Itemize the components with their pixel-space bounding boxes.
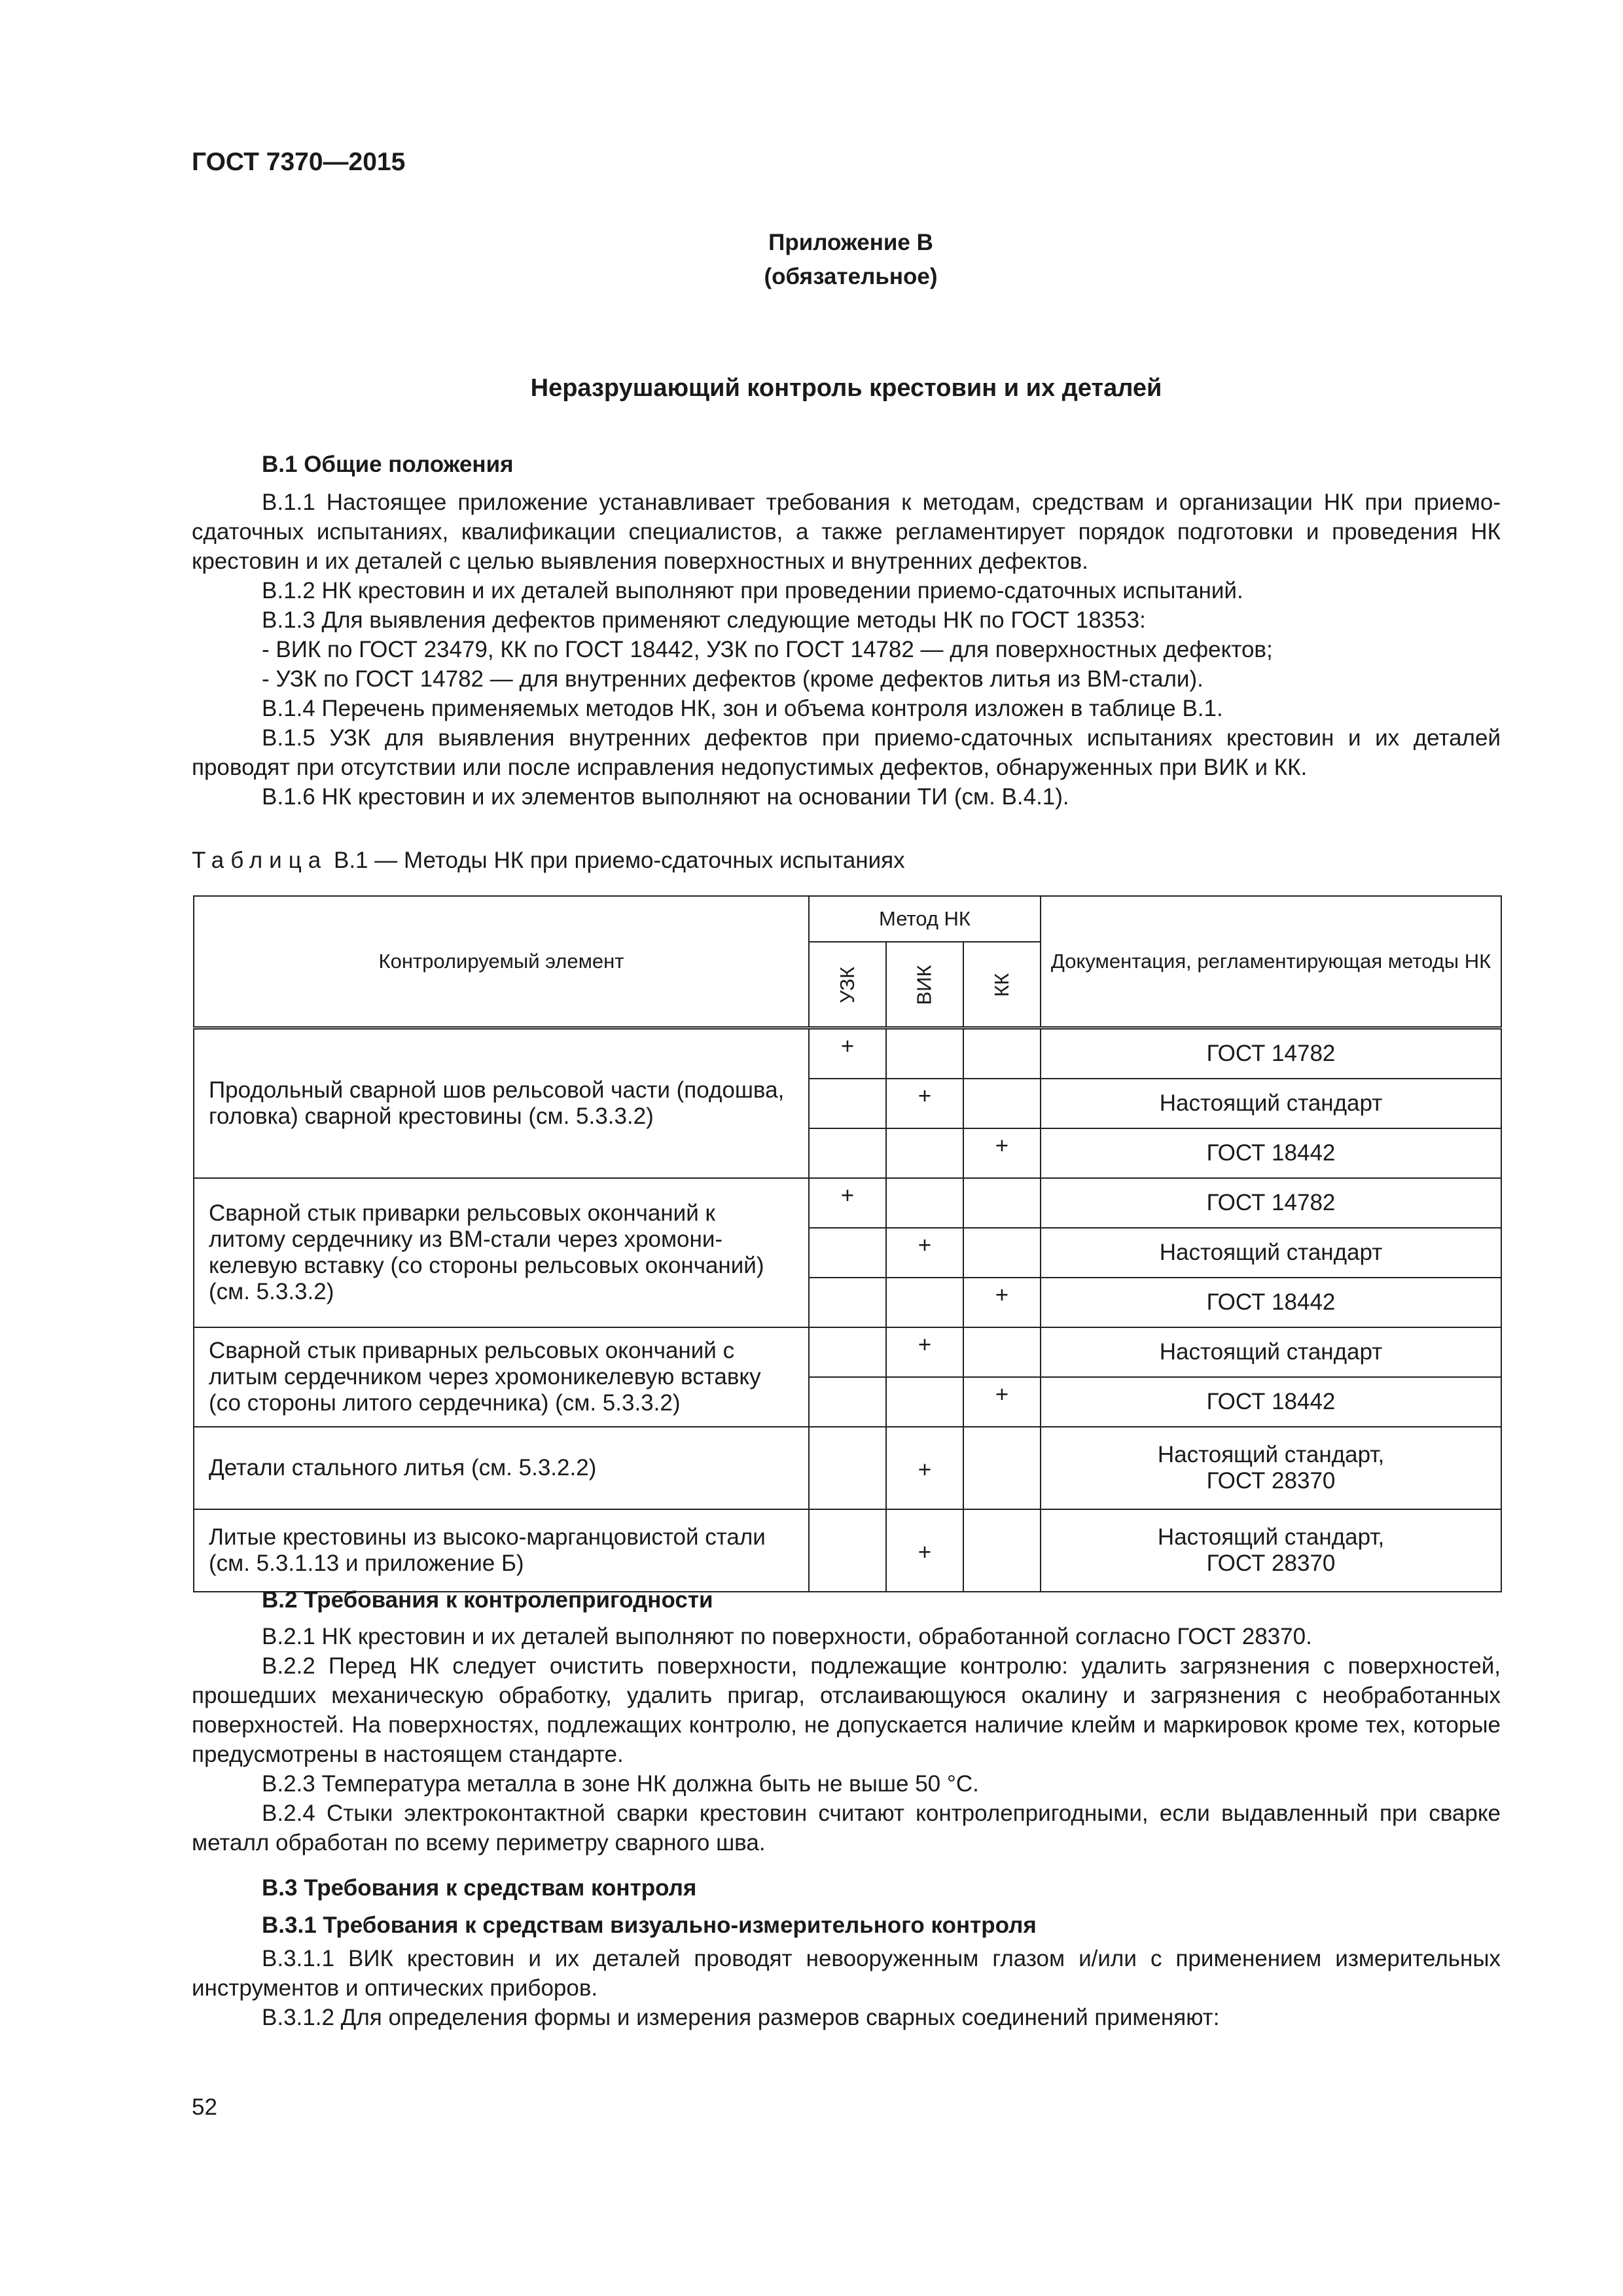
paragraph-b1-2: В.1.2 НК крестовин и их деталей выполняют при проведении приемо-сдаточных испытаний. [262, 578, 1243, 603]
table-row [194, 1327, 1501, 1377]
doc-cell [1041, 1427, 1501, 1509]
header-uzk: УЗК [809, 942, 886, 1028]
mark-kk: + [963, 1377, 1041, 1427]
doc-line: Настоящий стандарт, [1157, 1442, 1385, 1467]
appendix-status: (обязательное) [764, 264, 938, 289]
mark-vik: + [886, 1427, 963, 1509]
element-cell: Литые крестовины из высоко-марганцовистой стали (см. 5.3.1.13 и приложение Б) [194, 1509, 809, 1592]
section-b1-heading: В.1 Общие положения [262, 452, 514, 477]
table-caption-word: Таблица [192, 848, 328, 873]
standard-header: ГОСТ 7370—2015 [192, 148, 406, 176]
table-row [194, 1028, 1501, 1079]
element-cell: Сварной стык приварки рельсовых окончаний к литому сердечнику из ВМ-стали через хромони-келевую вставку (со стороны рельсовых окончаний) (см. 5.3.3.2) [194, 1178, 809, 1327]
paragraph-b2-2: В.2.2 Перед НК следует очистить поверхности, подлежащие контролю: удалить загрязнения с поверхностей, прошедших механическую обработку, удалить пригар, отслаивающуюся окалину и загрязнения с необработанных поверхностей. На поверхностях, подлежащих контролю, не допускается наличие клейм и маркировок кроме тех, которые предусмотрены в настоящем стандарте. [192, 1653, 1501, 1767]
main-title: Неразрушающий контроль крестовин и их деталей [530, 374, 1162, 402]
paragraph-b2-3: В.2.3 Температура металла в зоне НК должна быть не выше 50 °С. [262, 1771, 979, 1797]
header-kk: КК [963, 942, 1041, 1028]
paragraph-b2-1: В.2.1 НК крестовин и их деталей выполняют по поверхности, обработанной согласно ГОСТ 28370. [262, 1624, 1312, 1649]
mark-vik: + [886, 1509, 963, 1592]
doc-cell: ГОСТ 14782 [1041, 1178, 1501, 1228]
page-number: 52 [192, 2094, 217, 2120]
mark-vik: + [886, 1327, 963, 1377]
header-vik: ВИК [886, 942, 963, 1028]
header-element: Контролируемый элемент [194, 896, 809, 1028]
paragraph-b1-6: В.1.6 НК крестовин и их элементов выполняют на основании ТИ (см. В.4.1). [262, 784, 1069, 810]
doc-cell: ГОСТ 14782 [1041, 1028, 1501, 1079]
doc-line: ГОСТ 28370 [1206, 1551, 1336, 1576]
element-cell: Сварной стык приварных рельсовых окончаний с литым сердечником через хромоникелевую вставку (со стороны литого сердечника) (см. 5.3.3.2) [194, 1327, 809, 1427]
paragraph-b1-4: В.1.4 Перечень применяемых методов НК, зон и объема контроля изложен в таблице В.1. [262, 696, 1223, 721]
header-method: Метод НК [809, 896, 1041, 942]
doc-line: Настоящий стандарт, [1157, 1524, 1385, 1550]
table-row [194, 1427, 1501, 1509]
mark-kk: + [963, 1278, 1041, 1327]
methods-table [193, 895, 1502, 1592]
mark-vik: + [886, 1228, 963, 1278]
doc-cell: ГОСТ 18442 [1041, 1278, 1501, 1327]
section-b3-body [192, 1944, 1501, 2032]
section-b3-heading: В.3 Требования к средствам контроля [262, 1875, 697, 1901]
paragraph-b1-5: В.1.5 УЗК для выявления внутренних дефектов при приемо-сдаточных испытаниях крестовин и их деталей проводят при отсутствии или после исправления недопустимых дефектов, обнаруженных при ВИК и КК. [192, 725, 1501, 780]
paragraph-b1-3: В.1.3 Для выявления дефектов применяют следующие методы НК по ГОСТ 18353: [262, 607, 1146, 633]
paragraph-b3-1-2: В.3.1.2 Для определения формы и измерения размеров сварных соединений применяют: [262, 2005, 1220, 2030]
doc-cell [1041, 1509, 1501, 1592]
doc-line: ГОСТ 28370 [1206, 1468, 1336, 1494]
mark-uzk: + [809, 1178, 886, 1228]
table-caption [192, 848, 905, 874]
header-docs: Документация, регламентирующая методы НК [1041, 896, 1501, 1028]
element-cell: Детали стального литья (см. 5.3.2.2) [194, 1427, 809, 1509]
paragraph-b1-1: В.1.1 Настоящее приложение устанавливает требования к методам, средствам и организации НК при приемо-сдаточных испытаниях, квалификации специалистов, а также регламентирует порядок подготовки и проведения НК крестовин и их деталей с целью выявления поверхностных и внутренних дефектов. [192, 490, 1501, 574]
doc-cell: Настоящий стандарт [1041, 1079, 1501, 1128]
doc-cell: ГОСТ 18442 [1041, 1128, 1501, 1178]
mark-kk: + [963, 1128, 1041, 1178]
table-row [194, 1509, 1501, 1592]
appendix-title: Приложение В [768, 230, 933, 255]
mark-uzk: + [809, 1028, 886, 1079]
doc-cell: ГОСТ 18442 [1041, 1377, 1501, 1427]
section-b3-1-heading: В.3.1 Требования к средствам визуально-измерительного контроля [262, 1912, 1037, 1938]
section-b2-body [192, 1622, 1501, 1857]
section-b1-body [192, 488, 1501, 812]
doc-cell: Настоящий стандарт [1041, 1228, 1501, 1278]
list-item-b1-3-2: - УЗК по ГОСТ 14782 — для внутренних дефектов (кроме дефектов литья из ВМ-стали). [262, 666, 1204, 692]
element-cell: Продольный сварной шов рельсовой части (подошва, головка) сварной крестовины (см. 5.3.3.2) [194, 1028, 809, 1179]
section-b2-heading: В.2 Требования к контролепригодности [262, 1587, 713, 1613]
paragraph-b2-4: В.2.4 Стыки электроконтактной сварки крестовин считают контролепригодными, если выдавленный при сварке металл обработан по всему периметру сварного шва. [192, 1801, 1501, 1856]
doc-cell: Настоящий стандарт [1041, 1327, 1501, 1377]
paragraph-b3-1-1: В.3.1.1 ВИК крестовин и их деталей проводят невооруженным глазом и/или с применением измерительных инструментов и оптических приборов. [192, 1946, 1501, 2001]
table-caption-text: В.1 — Методы НК при приемо-сдаточных испытаниях [333, 848, 905, 873]
table-row [194, 1178, 1501, 1228]
list-item-b1-3-1: - ВИК по ГОСТ 23479, КК по ГОСТ 18442, УЗК по ГОСТ 14782 — для поверхностных дефектов; [262, 637, 1273, 662]
mark-vik: + [886, 1079, 963, 1128]
